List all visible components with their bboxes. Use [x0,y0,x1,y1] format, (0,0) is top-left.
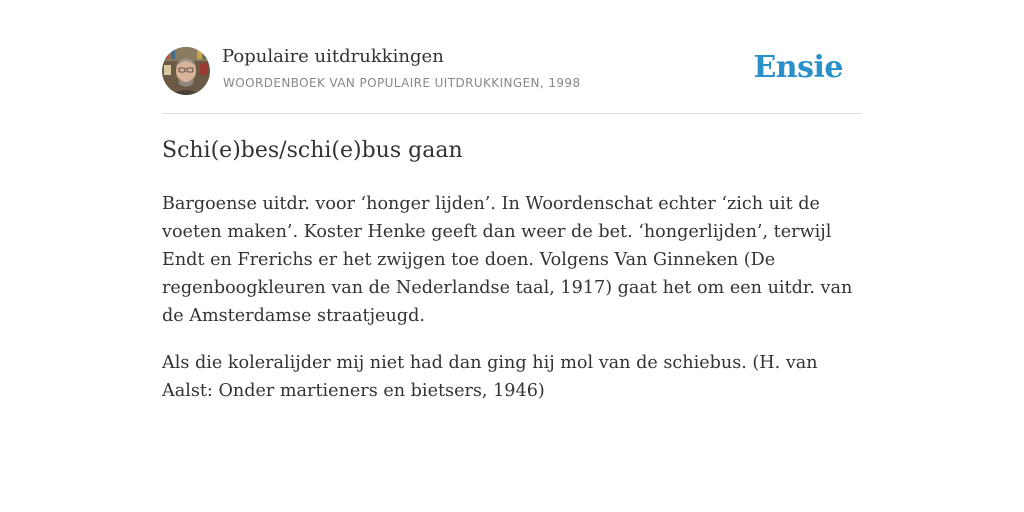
entry-paragraph: Bargoense uitdr. voor ‘honger lijden’. In Woordenschat echter ‘zich uit de voeten maken’. Koster Henke geeft dan weer de bet. ‘hongerlijden’, terwijl Endt en Frerichs er het zwijgen toe doen. Volgens Van Ginneken (De regenboogkleuren van de Nederlandse taal, 1917) gaat het om een uitdr. van de Amsterdamse straatjeugd. [162,194,853,326]
author-photo-icon [162,47,210,95]
entry-title: Schi(e)bes/schi(e)bus gaan [162,138,463,163]
author-avatar[interactable] [162,47,210,95]
entry-card [162,0,862,401]
source-title[interactable]: Populaire uitdrukkingen [222,46,444,67]
ensie-logo[interactable]: Ensie [753,50,843,85]
entry-body [162,190,867,424]
source-header [162,0,862,114]
source-subtitle: WOORDENBOEK VAN POPULAIRE UITDRUKKINGEN, 1998 [223,76,581,90]
entry-example: Als die koleralijder mij niet had dan ging hij mol van de schiebus. (H. van Aalst: Onder martieners en bietsers, 1946) [162,353,818,401]
